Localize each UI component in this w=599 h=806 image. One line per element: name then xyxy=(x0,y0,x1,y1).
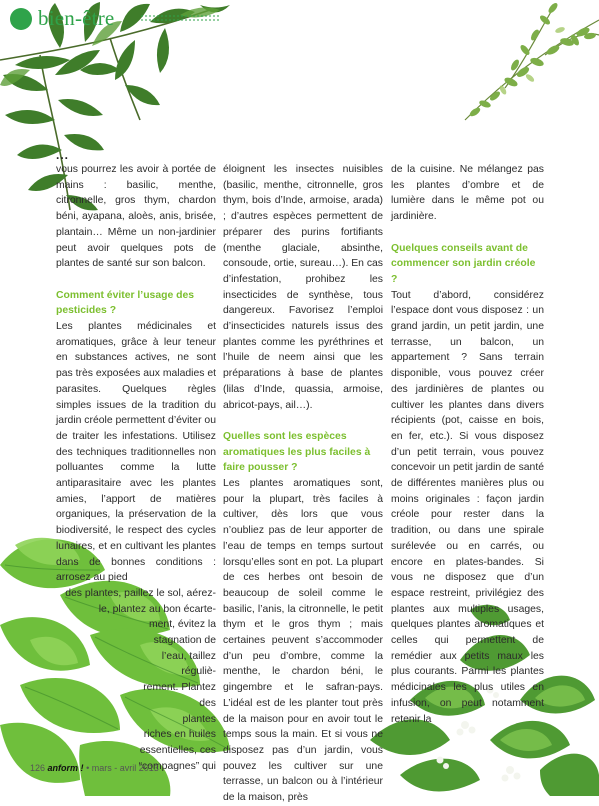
wrapped-line: “compagnes” qui xyxy=(138,760,216,772)
wrapped-line: ment, évitez la xyxy=(149,619,216,631)
paragraph: Tout d’abord, considérez l’espace dont vous disposez : un grand jardin, un petit jardin, une terrasse, un balcon, un appartement ? Sans terrain disponible, vous pouvez créer des jardinières de plantes ou cultiver les plantes dans divers récipients (pot, caisse en bois, en fer, etc.). Si vous disposez d’un petit terrain, vous pouvez concevoir un petit jardin de santé de différentes manières plus ou moins originales : façon jardin créole pour rester dans la tradition, ou dans une spirale surélevée ou en carrés, ou encore en plates-bandes. Si vous ne disposez que d’un espace restreint, privilégiez des plantes aux multiples usages, quelques plantes aromatiques et celles qui permettent de remédier aux petits maux les plus courants. Parmi les plantes médicinales les plus utiles en infusion, on peut notamment retenir la xyxy=(391,289,544,725)
column-3 xyxy=(391,162,544,727)
wrapped-line: le, plantez au bon écarte- xyxy=(98,603,216,615)
page-footer xyxy=(30,763,159,773)
issue-date: • mars - avril 2013 xyxy=(86,763,159,773)
wrapped-line: des plantes, paillez le sol, aérez- xyxy=(65,587,216,599)
section-marker-icon xyxy=(10,8,32,30)
wrapped-line: riches en huiles xyxy=(143,729,216,741)
dotted-rule xyxy=(140,14,220,22)
wrapped-line: réguliè- xyxy=(181,666,216,678)
wrapped-line: plantes xyxy=(182,713,216,725)
column-1 xyxy=(56,162,216,774)
column-2 xyxy=(223,162,383,806)
paragraph: éloignent les insectes nuisibles (basilic, menthe, citronnelle, gros thym, bois d’Inde, armoise, arada) ; d’autres espèces permettent de préparer des purins fortifiants (menthe glaciale, absinthe, consoude, ortie, sureau…). En cas d’infestation, prohibez les insecticides de synthèse, tous dangereux. Favorisez l’emploi d’insecticides naturels issus des plantes comme les pyréthrines et l’huile de neem ainsi que les préparations à base de plantes (lilas d’Inde, quassia, armoise, abricot-pays, ail…). xyxy=(223,164,383,411)
wrapped-line: essentielles, ces xyxy=(139,745,216,756)
section-title: bien-être xyxy=(38,6,115,30)
wrapped-line: des xyxy=(199,697,216,709)
wrapped-line: stagnation de xyxy=(153,635,216,647)
section-header xyxy=(10,6,114,31)
question-heading: Comment éviter l’usage des pesticides ? xyxy=(56,289,195,317)
wrapped-text-block xyxy=(56,586,216,774)
continuation-mark: ... xyxy=(56,148,70,162)
wrapped-line: rement. Plantez xyxy=(143,682,216,694)
paragraph: Les plantes médicinales et aromatiques, grâce à leur teneur en substances actives, ne sont pas très exposées aux maladies et parasites. Quelques règles simples issues de la tradition du jardin créole permettent d’éviter ou de traiter les infestations. Utilisez des techniques traditionnelles non polluantes comme la lutte antiparasitaire avec les plantes amies, l’apport de matières organiques, la préservation de la biodiversité, le respect des cycles lunaires, et en cultivant les plantes dans de bonnes conditions : arrosez au pied xyxy=(56,321,216,584)
question-heading: Quelles sont les espèces aromatiques les plus faciles à faire pousser ? xyxy=(223,430,371,474)
paragraph: vous pourrez les avoir à portée de mains : basilic, menthe, citronnelle, gros thym, chardon béni, ayapana, aloès, anis, brisée, plantain… Même un non-jardinier peut avoir quelques pots de plantes de santé sur son balcon. xyxy=(56,164,216,270)
paragraph: de la cuisine. Ne mélangez pas les plantes d’ombre et de lumière dans le même pot ou jardinière. xyxy=(391,164,544,223)
thyme-sprig-image xyxy=(445,0,599,135)
magazine-brand: anform ! xyxy=(47,763,84,773)
question-heading: Quelques conseils avant de commencer son jardin créole ? xyxy=(391,242,536,285)
paragraph: Les plantes aromatiques sont, pour la plupart, très faciles à cultiver, dès lors que vous n’oubliez pas de leur apporter de l’eau de temps en temps surtout lorsqu’elles sont en pot. La plupart de ces herbes ont besoin de beaucoup de soleil comme le basilic, l’anis, la citronnelle, le petit thym et le gros thym ; mais certaines peuvent s’accommoder d’un peu d’ombre, comme la menthe, le chardon béni, le gingembre et le safran-pays. L’idéal est de les planter tout près de la maison pour en avoir tout le temps sous la main. Et si vous ne disposez pas d’un jardin, vous pouvez les cultiver sur une terrasse, un balcon ou à l’intérieur de la maison, près xyxy=(223,478,383,804)
wrapped-line: l’eau, taillez xyxy=(161,650,216,662)
page-number: 126 xyxy=(30,763,46,773)
